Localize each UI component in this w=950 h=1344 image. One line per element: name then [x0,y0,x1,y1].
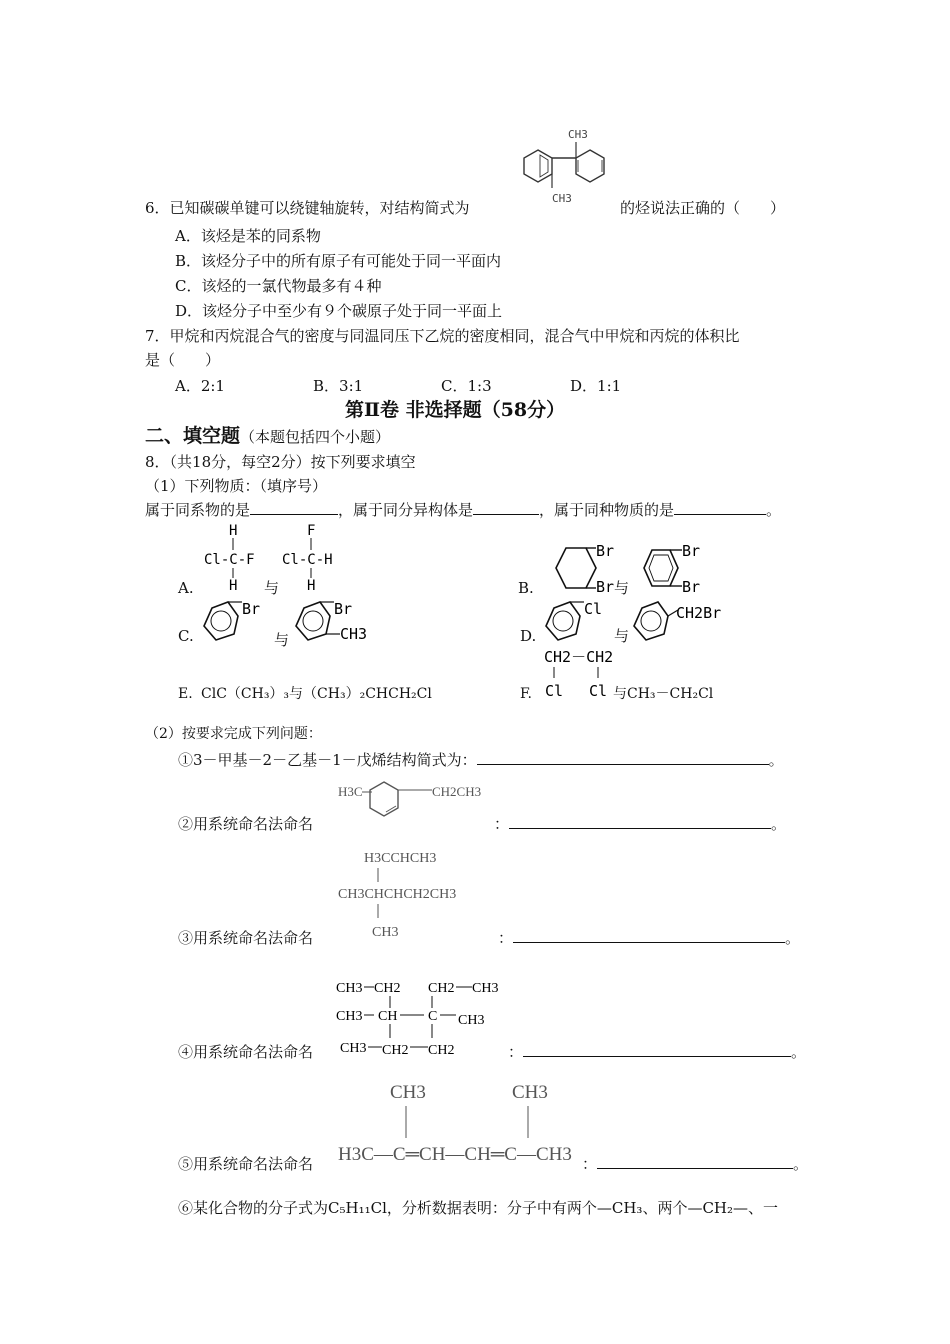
pair-d-label: D. [520,627,537,645]
volume-title: 第Ⅱ卷 非选择题（58分） [345,399,566,421]
q8-2-4: ④用系统命名法命名 [178,1043,314,1061]
pair-b-right-structure [630,540,710,600]
q8-part2: （2）按要求完成下列问题： [145,726,322,742]
answer-4-blank[interactable] [523,1042,791,1057]
svg-text:CH3: CH3 [336,981,363,996]
pair-f-structure [540,644,620,704]
svg-text:CH3: CH3 [336,1009,363,1024]
section-note: （本题包括四个小题） [240,428,391,446]
pair-b-left-structure [540,540,620,600]
q6-stem [145,198,470,218]
q6-option-c: C．该烃的一氯代物最多有４种 [175,277,382,295]
svg-text:H: H [229,578,238,592]
structure-2 [336,778,506,830]
svg-text:H3CCHCH3: H3CCHCH3 [364,851,437,866]
pair-a-right-structure [280,522,340,592]
svg-text:CH: CH [378,1009,398,1024]
biphenyl-structure [510,122,620,212]
svg-text:CH3: CH3 [472,981,499,996]
pair-b-with: 与 [614,579,630,597]
svg-text:CH3: CH3 [390,1082,426,1103]
svg-text:Br: Br [242,600,261,618]
q8-stem: 8．（共18分，每空2分）按下列要求填空 [145,453,416,471]
section-heading [145,426,390,447]
pair-d-right-structure [628,598,738,648]
pair-c-left-structure [198,598,278,648]
pair-b-label: B. [518,579,534,597]
fill-same-blank[interactable] [674,500,766,515]
svg-text:Cl: Cl [545,682,564,700]
answer-5-blank[interactable] [597,1154,793,1169]
pair-a-with: 与 [264,579,280,597]
svg-text:Cl: Cl [589,682,608,700]
svg-text:CH3: CH3 [340,625,368,643]
answer-2-blank[interactable] [509,814,771,829]
q8-fill-line [145,500,781,520]
q8-2-3: ③用系统命名法命名 [178,929,314,947]
svg-text:CH2: CH2 [428,1043,455,1058]
struct-top-label: CH3 [568,128,588,141]
svg-text:Cl-C-F: Cl-C-F [204,552,255,568]
q7-option-a: A．2:1 [175,377,225,395]
struct-bottom-label: CH3 [552,192,572,205]
svg-text:CH3: CH3 [458,1013,485,1028]
pair-c-with: 与 [274,631,290,649]
answer-2-line: ： 。 [494,815,787,833]
fill-isomer-label: ，属于同分异构体是 [338,501,474,519]
answer-3-blank[interactable] [513,928,785,943]
pair-e-text: ClC（CH₃）₃与（CH₃）₂CHCH₂Cl [201,686,432,702]
pair-a-left-structure [202,522,262,592]
svg-text:Br: Br [682,578,701,596]
answer-1-blank[interactable] [477,750,769,765]
svg-text:CH3CHCHCH2CH3: CH3CHCHCH2CH3 [338,887,457,902]
pair-f-tail: 与CH₃－CH₂Cl [613,686,714,702]
svg-text:CH3: CH3 [512,1082,548,1103]
q8-2-1: ①3－甲基－2－乙基－1－戊烯结构简式为： 。 [178,751,784,769]
fill-isomer-blank[interactable] [473,500,539,515]
pair-d-left-structure [540,598,620,648]
svg-text:CH2: CH2 [374,981,401,996]
q6-option-b: B．该烃分子中的所有原子有可能处于同一平面内 [175,252,502,270]
svg-text:C: C [428,1009,438,1024]
svg-text:CH2CH3: CH2CH3 [432,784,482,799]
structure-4 [334,972,514,1064]
q7-line2: 是（ ） [145,351,221,369]
svg-text:Br: Br [334,600,353,618]
svg-text:CH2: CH2 [382,1043,409,1058]
pair-c-right-structure [290,596,380,652]
svg-text:H3C—C═CH—CH═C—CH3: H3C—C═CH—CH═C—CH3 [338,1144,572,1165]
fill-homolog-label: 属于同系物的是 [145,501,251,519]
svg-text:CH3: CH3 [372,925,399,940]
svg-text:Br: Br [682,542,701,560]
q6-stem-after: 的烃说法正确的（ ） [620,199,786,217]
structure-3 [334,846,514,942]
svg-text:H3C: H3C [338,784,363,799]
q7-option-c: C．1:3 [441,377,492,395]
svg-text:CH2Br: CH2Br [676,604,722,622]
q8-2-6: ⑥某化合物的分子式为C₅H₁₁Cl，分析数据表明：分子中有两个—CH₃、两个—CH₂—、一 [178,1199,779,1217]
fill-same-label: ，属于同种物质的是 [539,501,675,519]
q6-stem-before: 6．已知碳碳单键可以绕键轴旋转，对结构简式为 [145,199,470,217]
svg-text:Cl: Cl [584,600,603,618]
structure-5 [336,1076,586,1168]
q7-line1: 7．甲烷和丙烷混合气的密度与同温同压下乙烷的密度相同，混合气中甲烷和丙烷的体积比 [145,327,740,345]
q6-option-a: A．该烃是苯的同系物 [175,227,321,245]
answer-3-line: ： 。 [498,929,801,947]
pair-a-label: A. [178,579,194,597]
svg-text:CH2－CH2: CH2－CH2 [544,648,614,666]
q8-2-5: ⑤用系统命名法命名 [178,1155,314,1173]
svg-text:H: H [229,523,238,539]
fill-homolog-blank[interactable] [250,500,338,515]
fill-end: 。 [766,501,782,519]
svg-text:Br: Br [596,578,615,596]
pair-d-with: 与 [614,627,630,645]
answer-4-line: ： 。 [508,1043,807,1061]
q8-part1: （1）下列物质：（填序号） [145,477,328,495]
svg-text:F: F [307,523,316,539]
section-title: 二、填空题 [145,425,241,447]
svg-text:Cl-C-H: Cl-C-H [282,552,333,568]
q6-option-d: D．该烃分子中至少有９个碳原子处于同一平面上 [175,302,503,320]
svg-text:H: H [307,578,316,592]
svg-text:CH3: CH3 [340,1041,367,1056]
svg-text:Br: Br [596,542,615,560]
q7-option-d: D．1:1 [570,377,622,395]
pair-f-label: F. [520,686,532,702]
q8-2-2: ②用系统命名法命名 [178,815,314,833]
svg-text:CH2: CH2 [428,981,455,996]
pair-e-label: E. [178,686,193,702]
answer-5-line: ： 。 [582,1155,809,1173]
pair-c-label: C. [178,627,194,645]
q7-option-b: B．3:1 [313,377,364,395]
